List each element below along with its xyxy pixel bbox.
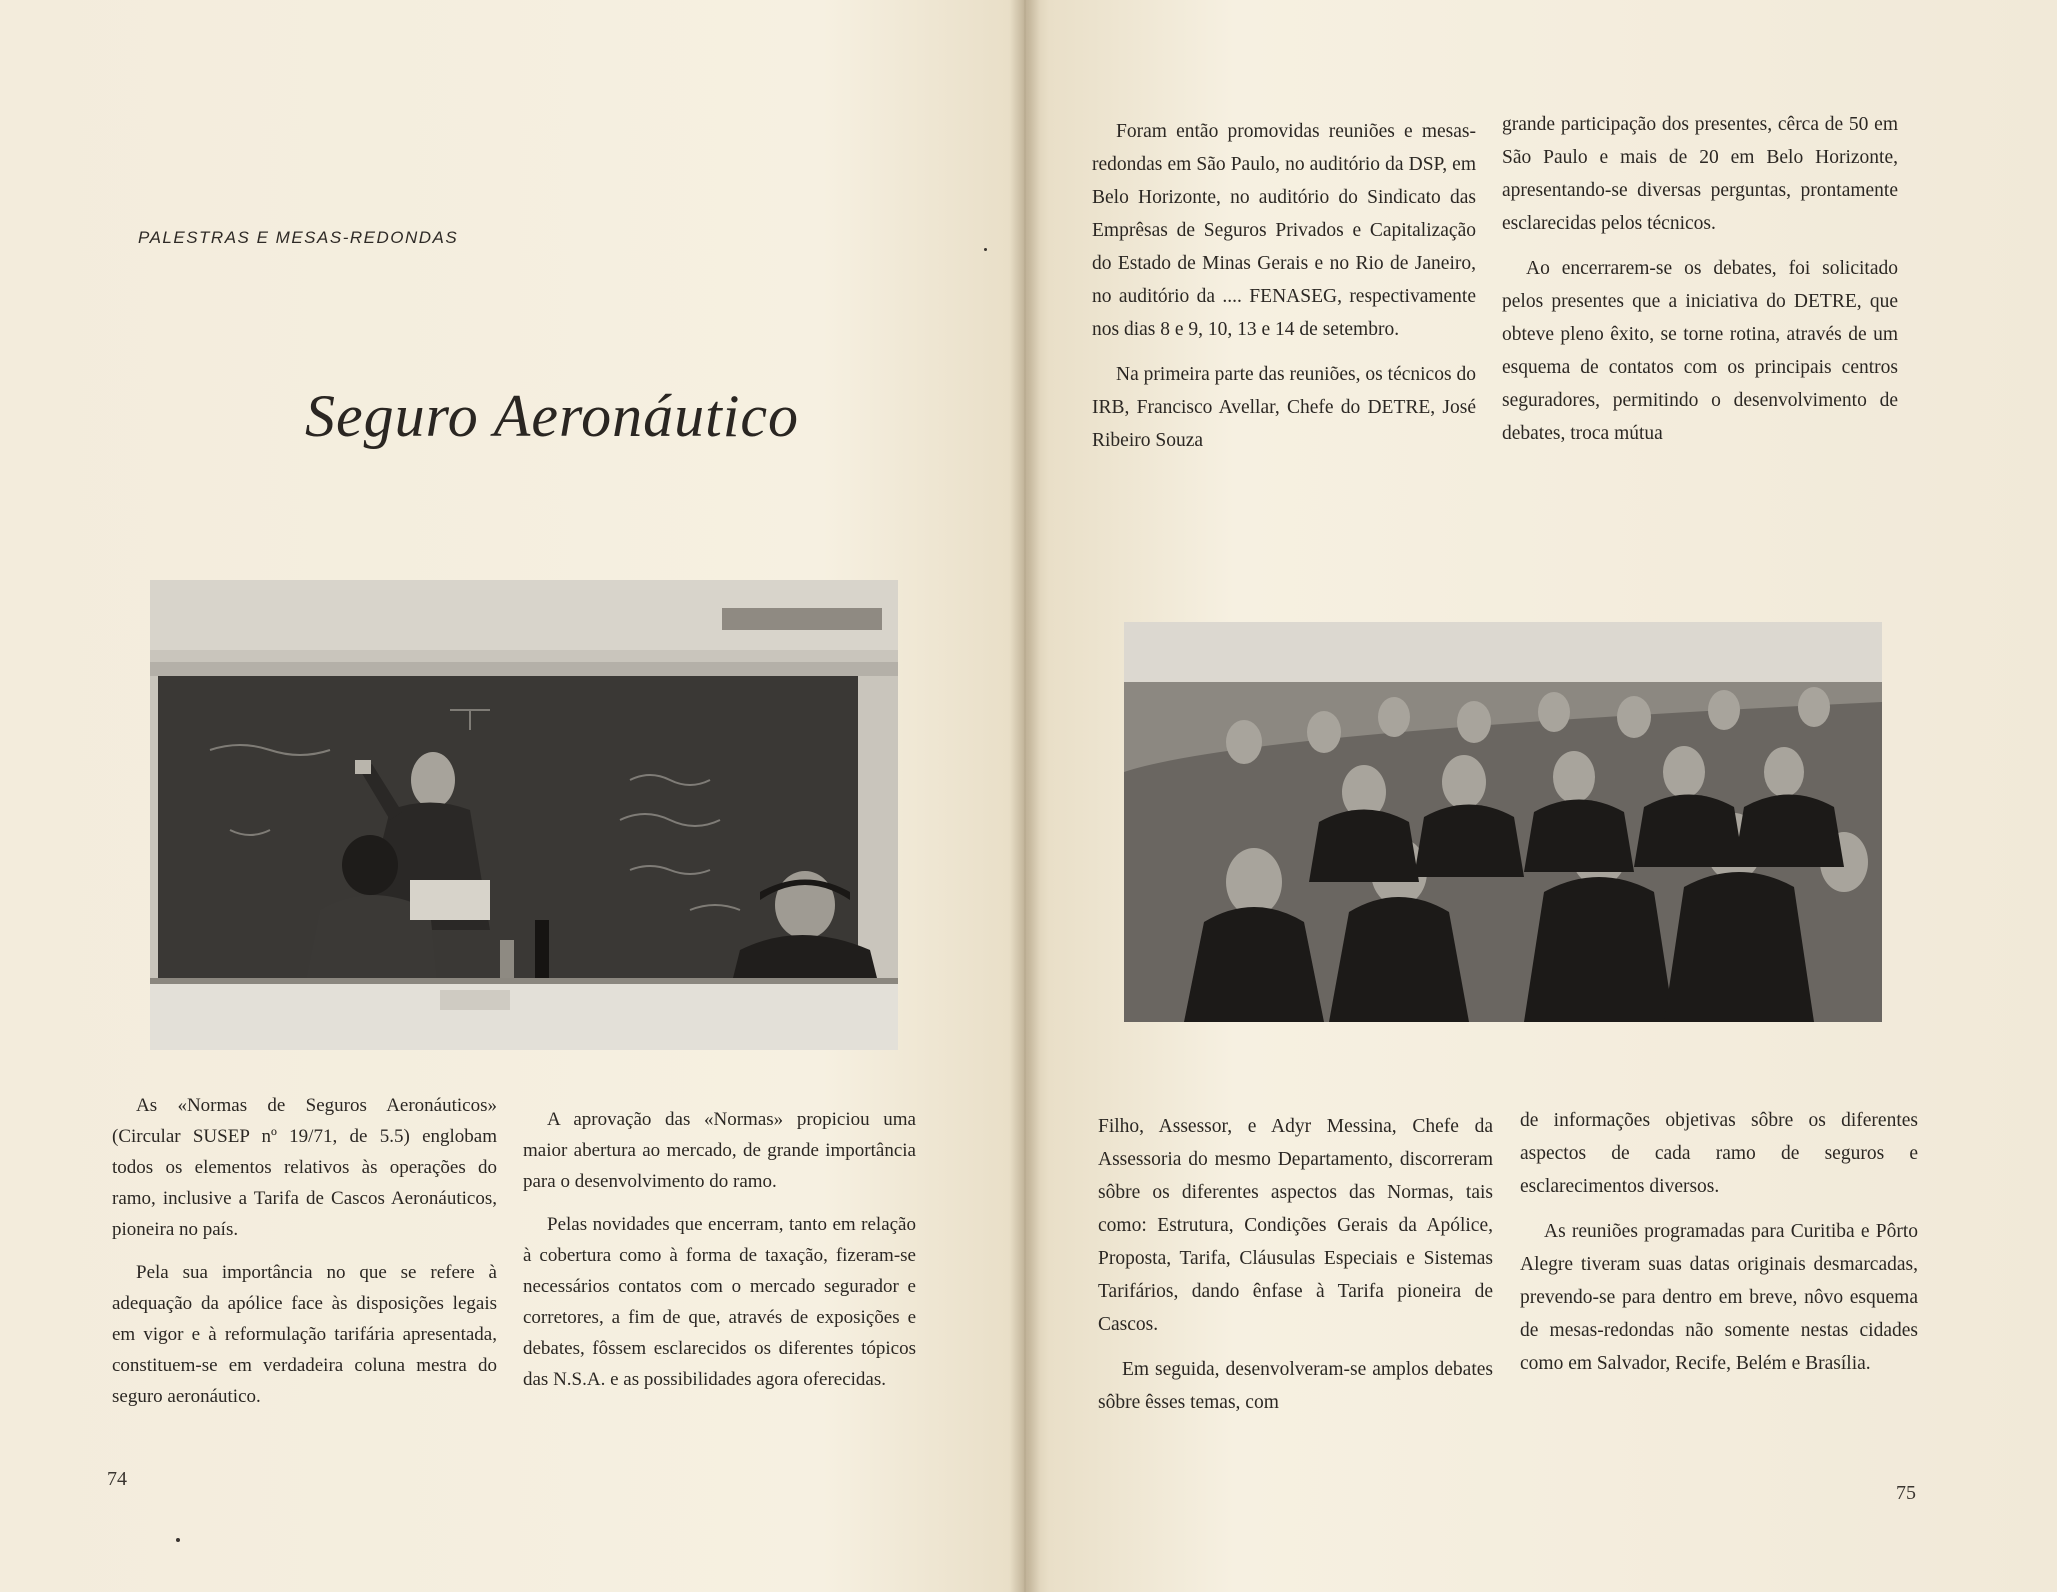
paragraph: A aprovação das «Normas» propiciou uma maior abertura ao mercado, de grande importância para o desenvolvimento do ramo. — [523, 1109, 916, 1192]
section-label: PALESTRAS E MESAS-REDONDAS — [138, 228, 459, 247]
left-page — [0, 0, 1020, 1592]
paragraph: Em seguida, desenvolveram-se amplos debates sôbre êsses temas, com — [1098, 1359, 1493, 1413]
paragraph: de informações objetivas sôbre os diferentes aspectos de cada ramo de seguros e esclarecimentos diversos. — [1520, 1110, 1918, 1197]
paper-speck — [176, 1538, 180, 1542]
paragraph: As «Normas de Seguros Aeronáuticos» (Circular SUSEP nº 19/71, de 5.5) englobam todos os elementos relativos às operações do ramo, inclusive a Tarifa de Cascos Aeronáuticos, pioneira no país. — [112, 1095, 497, 1240]
paragraph: Ao encerrarem-se os debates, foi solicitado pelos presentes que a iniciativa do DETRE, que obteve pleno êxito, se torne rotina, através de um esquema de contatos com os principais centros seguradores, permitindo o desenvolvimento de debates, troca mútua — [1502, 258, 1898, 444]
right-column-2 — [1502, 108, 1898, 462]
paragraph: Pela sua importância no que se refere à adequação da apólice face às disposições legais em vigor e à reformulação tarifária apresentada, constituem-se em verdadeira coluna mestra do seguro aeronáutico. — [112, 1262, 497, 1407]
paragraph: Na primeira parte das reuniões, os técnicos do IRB, Francisco Avellar, Chefe do DETRE, José Ribeiro Souza — [1092, 364, 1476, 451]
audience-photo-image — [1124, 622, 1882, 1022]
right-column-4 — [1520, 1104, 1918, 1392]
left-column-2 — [523, 1104, 916, 1407]
right-column-1 — [1092, 115, 1476, 469]
page-number-left: 74 — [107, 1468, 127, 1490]
lecture-photo — [150, 580, 898, 1050]
page-number-right: 75 — [1896, 1482, 1916, 1504]
article-title: Seguro Aeronáutico — [305, 383, 800, 449]
paragraph: As reuniões programadas para Curitiba e Pôrto Alegre tiveram suas datas originais desmarcadas, prevendo-se para dentro em breve, nôvo esquema de mesas-redondas não somente nestas cidades como em Salvador, Recife, Belém e Brasília. — [1520, 1221, 1918, 1374]
paper-speck — [984, 248, 987, 251]
lecture-photo-image — [150, 580, 898, 1050]
left-column-1 — [112, 1090, 497, 1424]
paragraph: Pelas novidades que encerram, tanto em relação à cobertura como à forma de taxação, fizeram-se necessários contatos com o mercado segurador e corretores, a fim de que, através de exposições e debates, fôssem esclarecidos os diferentes tópicos das N.S.A. e as possibilidades agora oferecidas. — [523, 1214, 916, 1390]
audience-photo — [1124, 622, 1882, 1022]
paragraph: Filho, Assessor, e Adyr Messina, Chefe da Assessoria do mesmo Departamento, discorreram sôbre os diferentes aspectos das Normas, tais como: Estrutura, Condições Gerais da Apólice, Proposta, Tarifa, Cláusulas Especiais e Sistemas Tarifários, dando ênfase à Tarifa pioneira de Cascos. — [1098, 1116, 1493, 1335]
paragraph: grande participação dos presentes, cêrca de 50 em São Paulo e mais de 20 em Belo Horizonte, apresentando-se diversas perguntas, prontamente esclarecidas pelos técnicos. — [1502, 114, 1898, 234]
right-column-3 — [1098, 1110, 1493, 1431]
paragraph: Foram então promovidas reuniões e mesas-redondas em São Paulo, no auditório da DSP, em Belo Horizonte, no auditório do Sindicato das Emprêsas de Seguros Privados e Capitalização do Estado de Minas Gerais e no Rio de Janeiro, no auditório da .... FENASEG, respectivamente nos dias 8 e 9, 10, 13 e 14 de setembro. — [1092, 121, 1476, 340]
